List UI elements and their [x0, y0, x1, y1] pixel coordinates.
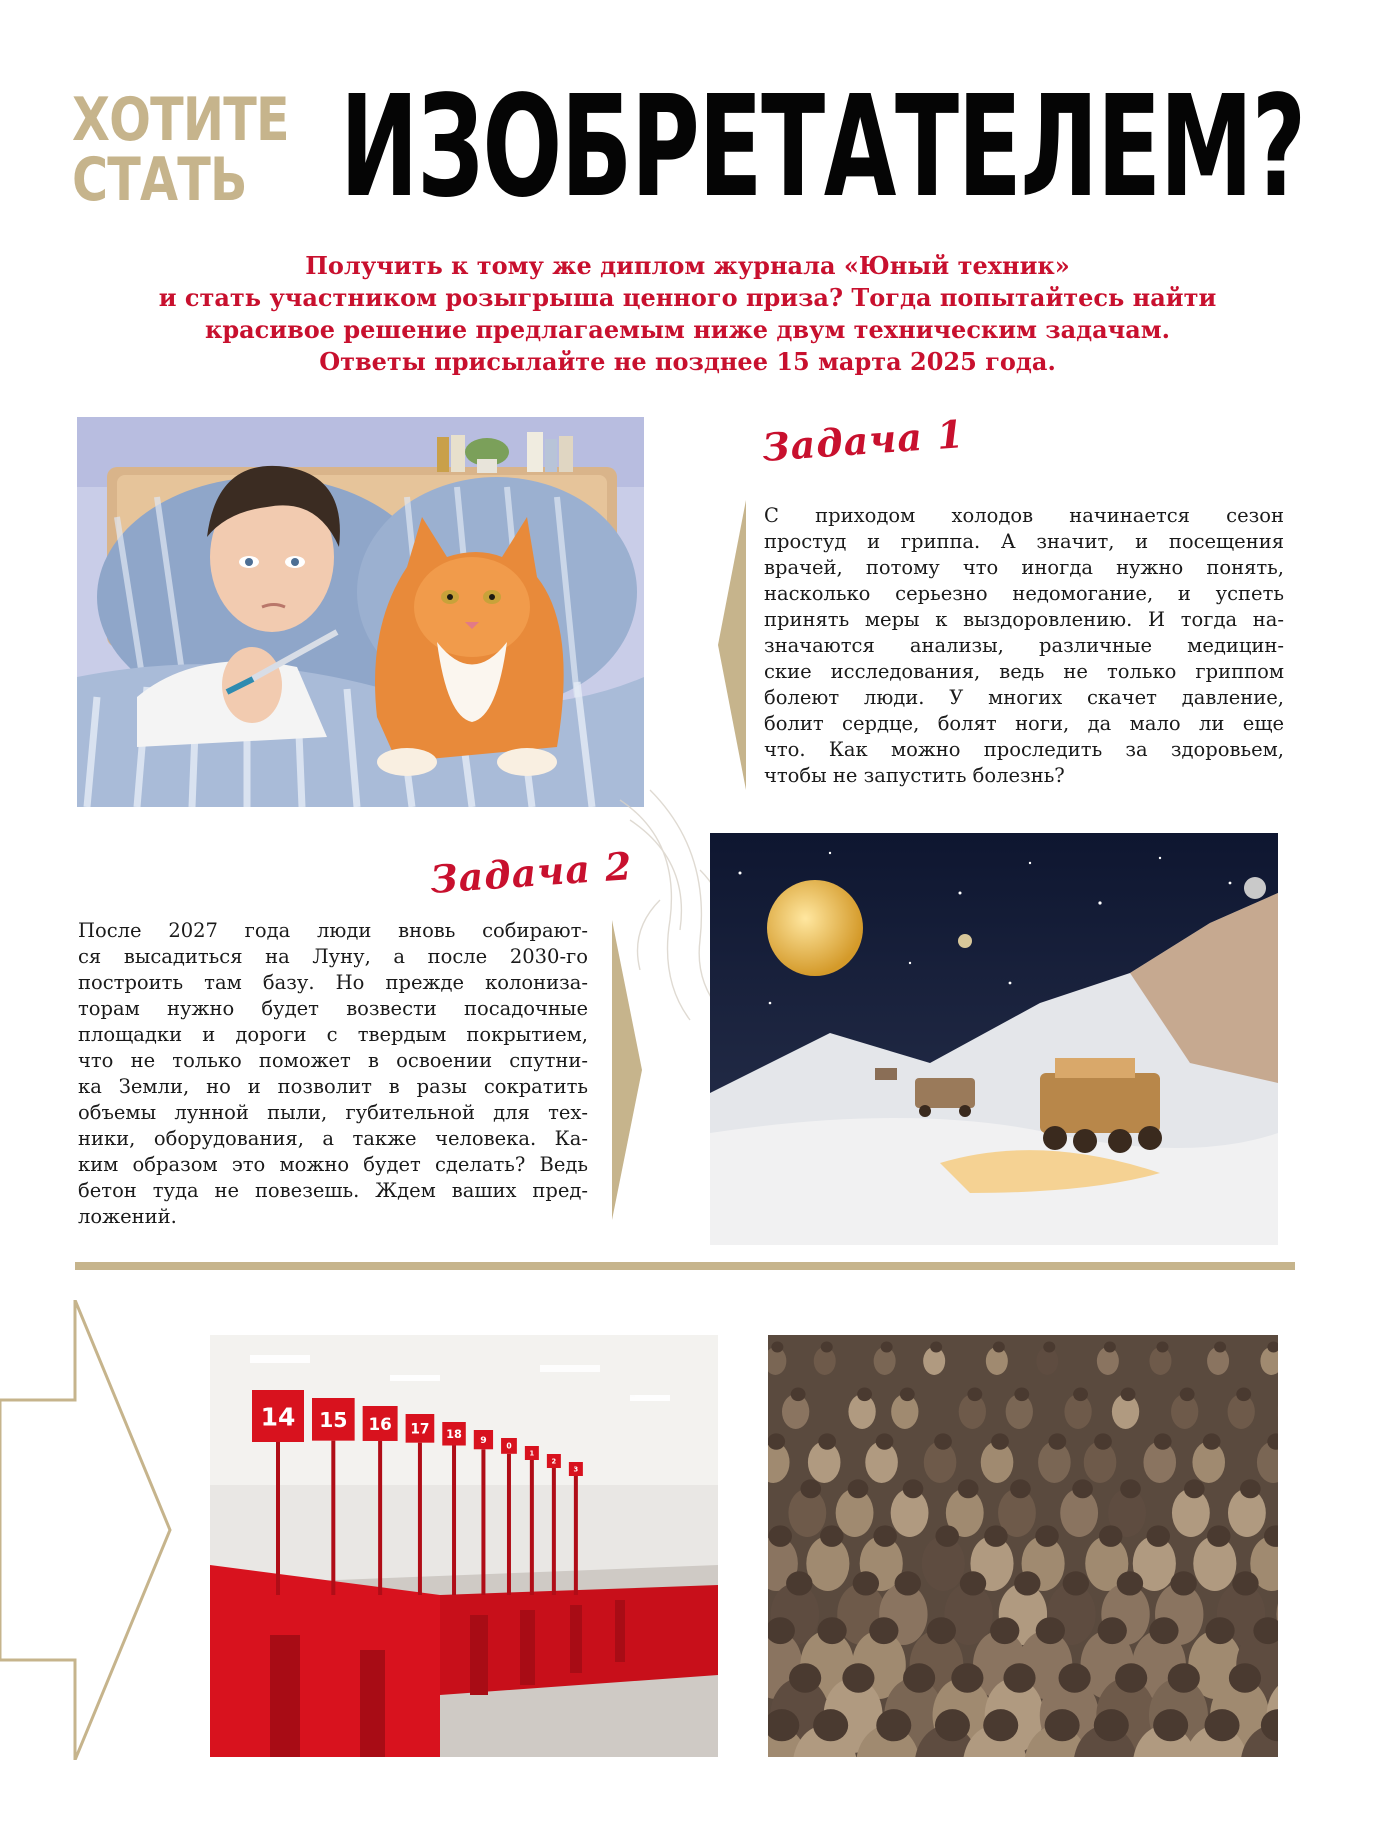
task-2-line: торам нужно будет возвести посадочные	[78, 997, 588, 1020]
fur-seals-photo	[768, 1335, 1278, 1757]
checkout-sign-number: 9	[480, 1435, 487, 1447]
checkout-counters-photo	[210, 1335, 718, 1757]
checkout-sign-number: 18	[446, 1427, 462, 1441]
intro-paragraph	[90, 250, 1285, 378]
decorative-arrow-left	[718, 500, 746, 790]
lunar-rovers-illustration	[710, 833, 1278, 1245]
task-2-title: Задача 2	[428, 842, 634, 903]
intro-line: Ответы присылайте не позднее 15 марта 2025 года.	[319, 347, 1056, 376]
decorative-outline-arrow	[0, 1300, 175, 1760]
task-1-line: С приходом холодов начинается сезон	[764, 504, 1284, 527]
page-header	[0, 60, 1375, 245]
task-1-line: чтобы не запустить болезнь?	[764, 764, 1065, 787]
checkout-sign-number: 3	[573, 1465, 579, 1474]
task-1-line: значаются анализы, различные медицин-	[764, 634, 1284, 657]
task-1-line: болит сердце, болят ноги, да мало ли еще	[764, 712, 1284, 735]
task-2-line: бетон туда не повезешь. Ждем ваших пред-	[78, 1179, 588, 1202]
task-1-line: принять меры к выздоровлению. И тогда на-	[764, 608, 1284, 631]
kicker-line-2: СТАТЬ	[72, 145, 247, 215]
task-2-line: ложений.	[78, 1205, 177, 1228]
task-1-text	[764, 503, 1284, 789]
task-1-line: ские исследования, ведь не только гриппом	[764, 660, 1284, 683]
task-1-line: болеют люди. У многих скачет давление,	[764, 686, 1284, 709]
page-title: ИЗОБРЕТАТЕЛЕМ?	[340, 66, 1305, 229]
checkout-sign-number: 14	[260, 1402, 296, 1432]
task-2-line: ники, оборудования, а также человека. Ка-	[78, 1127, 588, 1150]
task-2-line: ка Земли, но и позволит в разы сократить	[78, 1075, 588, 1098]
task-1-line: насколько серьезно недомогание, и успеть	[764, 582, 1284, 605]
task-2-line: построить там базу. Но прежде колониза-	[78, 971, 588, 994]
task-2-line: объемы лунной пыли, губительной для тех-	[78, 1101, 588, 1124]
task-2-line: площадки и дороги с твердым покрытием,	[78, 1023, 588, 1046]
checkout-sign-number: 17	[410, 1421, 430, 1438]
task-1-line: врачей, потому что иногда нужно понять,	[764, 556, 1284, 579]
task-1-line: простуд и гриппа. А значит, и посещения	[764, 530, 1284, 553]
checkout-sign-number: 15	[319, 1407, 348, 1432]
checkout-sign-number: 16	[368, 1413, 392, 1434]
kicker-line-1: ХОТИТЕ	[72, 85, 289, 155]
task-2-line: ся высадиться на Луну, а после 2030-го	[78, 945, 588, 968]
header-kicker	[72, 85, 289, 215]
task-2-line: ким образом это можно будет сделать? Ведь	[78, 1153, 588, 1176]
task-1-line: что. Как можно проследить за здоровьем,	[764, 738, 1284, 761]
task-2-line: что не только поможет в освоении спутни-	[78, 1049, 588, 1072]
checkout-sign-number: 1	[529, 1449, 535, 1458]
intro-line: Получить к тому же диплом журнала «Юный техник»	[305, 251, 1070, 280]
checkout-sign-number: 2	[551, 1457, 557, 1466]
intro-line: и стать участником розыгрыша ценного приза? Тогда попытайтесь найти	[158, 283, 1217, 312]
task-1-title: Задача 1	[760, 410, 966, 471]
sick-boy-with-cat-illustration	[77, 417, 644, 807]
task-2-text	[78, 918, 588, 1230]
section-divider	[75, 1262, 1295, 1270]
checkout-sign-number: 0	[506, 1441, 512, 1451]
intro-line: красивое решение предлагаемым ниже двум техническим задачам.	[204, 315, 1170, 344]
task-2-line: После 2027 года люди вновь собирают-	[78, 919, 588, 942]
